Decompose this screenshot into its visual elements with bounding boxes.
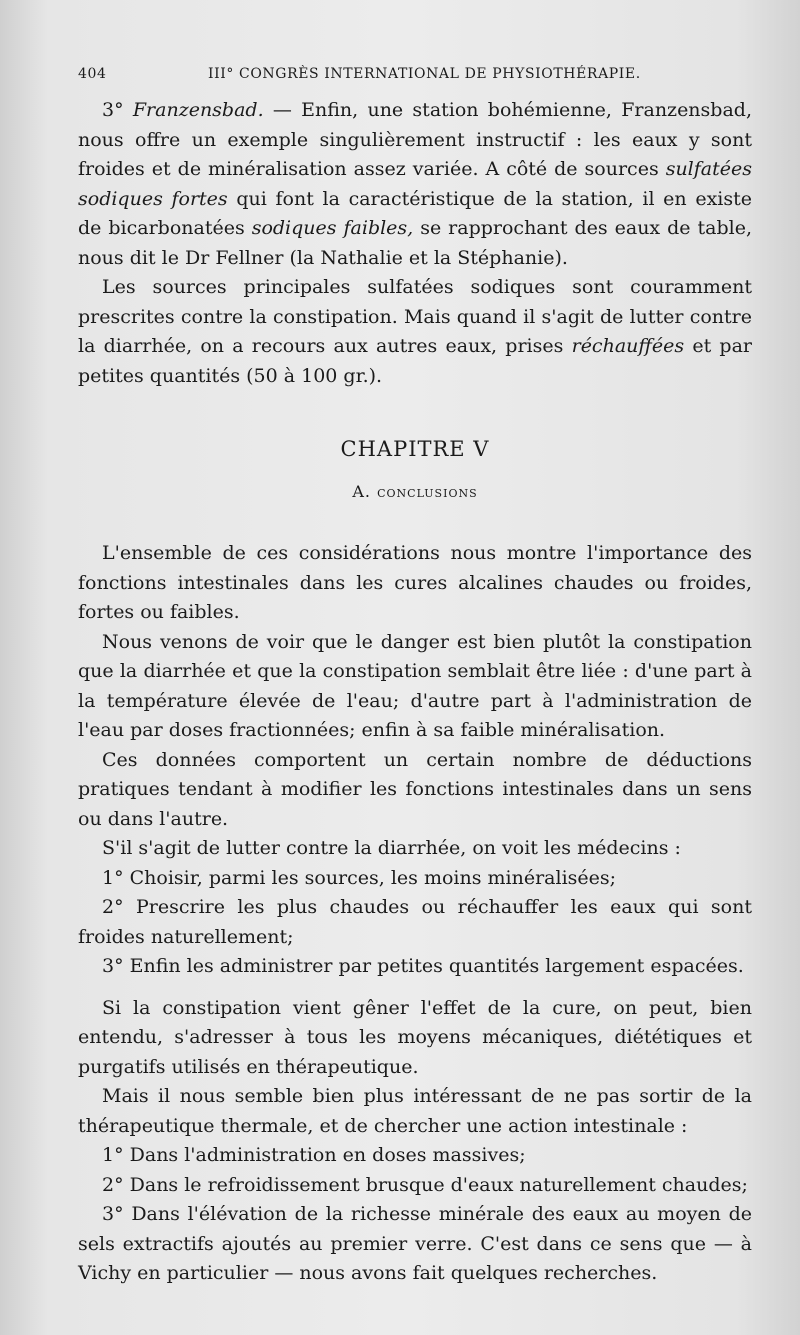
section-title: conclusions xyxy=(377,482,478,501)
paragraph-therapeutique: Mais il nous semble bien plus intéressant de ne pas sortir de la thérapeutique thermale, et de chercher une action intestinale : xyxy=(78,1085,752,1137)
paragraph-ensemble: L'ensemble de ces considérations nous montre l'importance des fonctions intestinales dans les cures alcalines chaudes ou froides, fortes ou faibles. xyxy=(78,542,752,623)
chapter-title: CHAPITRE V xyxy=(340,437,490,461)
list-item: 1° Choisir, parmi les sources, les moins minéralisées; xyxy=(102,866,617,889)
paragraph-deductions: Ces données comportent un certain nombre de déductions pratiques tendant à modifier les fonctions intestinales dans un sens ou dans l'autre. xyxy=(78,748,752,830)
page-body xyxy=(78,96,752,1289)
paragraph-cure: Si la constipation vient gêner l'effet de la cure, on peut, bien entendu, s'adresser à tous les moyens mécaniques, diététiques et purgatifs utilisés en thérapeutique. xyxy=(78,996,752,1078)
paragraph-diarrhee: S'il s'agit de lutter contre la diarrhée, on voit les médecins : xyxy=(102,837,681,859)
list-item: 2° Prescrire les plus chaudes ou réchauffer les eaux qui sont froides naturellement; xyxy=(78,896,752,948)
list-item: 3° Enfin les administrer par petites quantités largement espacées. xyxy=(102,955,744,977)
page-header xyxy=(78,66,744,82)
station-name: Franzensbad. xyxy=(132,99,264,121)
paragraph-sources: Les sources principales sulfatées sodiques sont couramment prescrites contre la constipation. Mais quand il s'agit de lutter contre la diarrhée, on a recours aux autres eaux, prises réchauffées et par petites quantités (50 à 100 gr.). xyxy=(78,276,752,387)
page-number: 404 xyxy=(78,66,107,82)
paragraph-constipation: Nous venons de voir que le danger est bien plutôt la constipation que la diarrhée et que la constipation semblait être liée : d'une part à la température élevée de l'eau; d'autre part à l'administration de l'eau par doses fractionnées; enfin à sa faible minéralisation. xyxy=(78,630,752,741)
list-item: 2° Dans le refroidissement brusque d'eaux naturellement chaudes; xyxy=(102,1173,748,1196)
section-heading xyxy=(78,477,752,508)
running-title: III° CONGRÈS INTERNATIONAL DE PHYSIOTHÉRAPIE. xyxy=(208,66,641,82)
list-item: 3° Dans l'élévation de la richesse minérale des eaux au moyen de sels extractifs ajoutés au premier verre. C'est dans ce sens que — à Vichy en particulier — nous avons fait quelques recherches. xyxy=(78,1203,752,1284)
section-letter: A. xyxy=(352,481,372,501)
list-item: 1° Dans l'administration en doses massives; xyxy=(102,1144,526,1166)
paragraph-franzensbad: 3° Franzensbad. — Enfin, une station bohémienne, Franzensbad, nous offre un exemple singulièrement instructif : les eaux y sont froides et de minéralisation assez variée. A côté de sources sulfatées sodiques fortes qui font la caractéristique de la station, il en existe de bicarbonatées sodiques faibles, se rapprochant des eaux de table, nous dit le Dr Fellner (la Nathalie et la Stéphanie). xyxy=(78,99,753,269)
